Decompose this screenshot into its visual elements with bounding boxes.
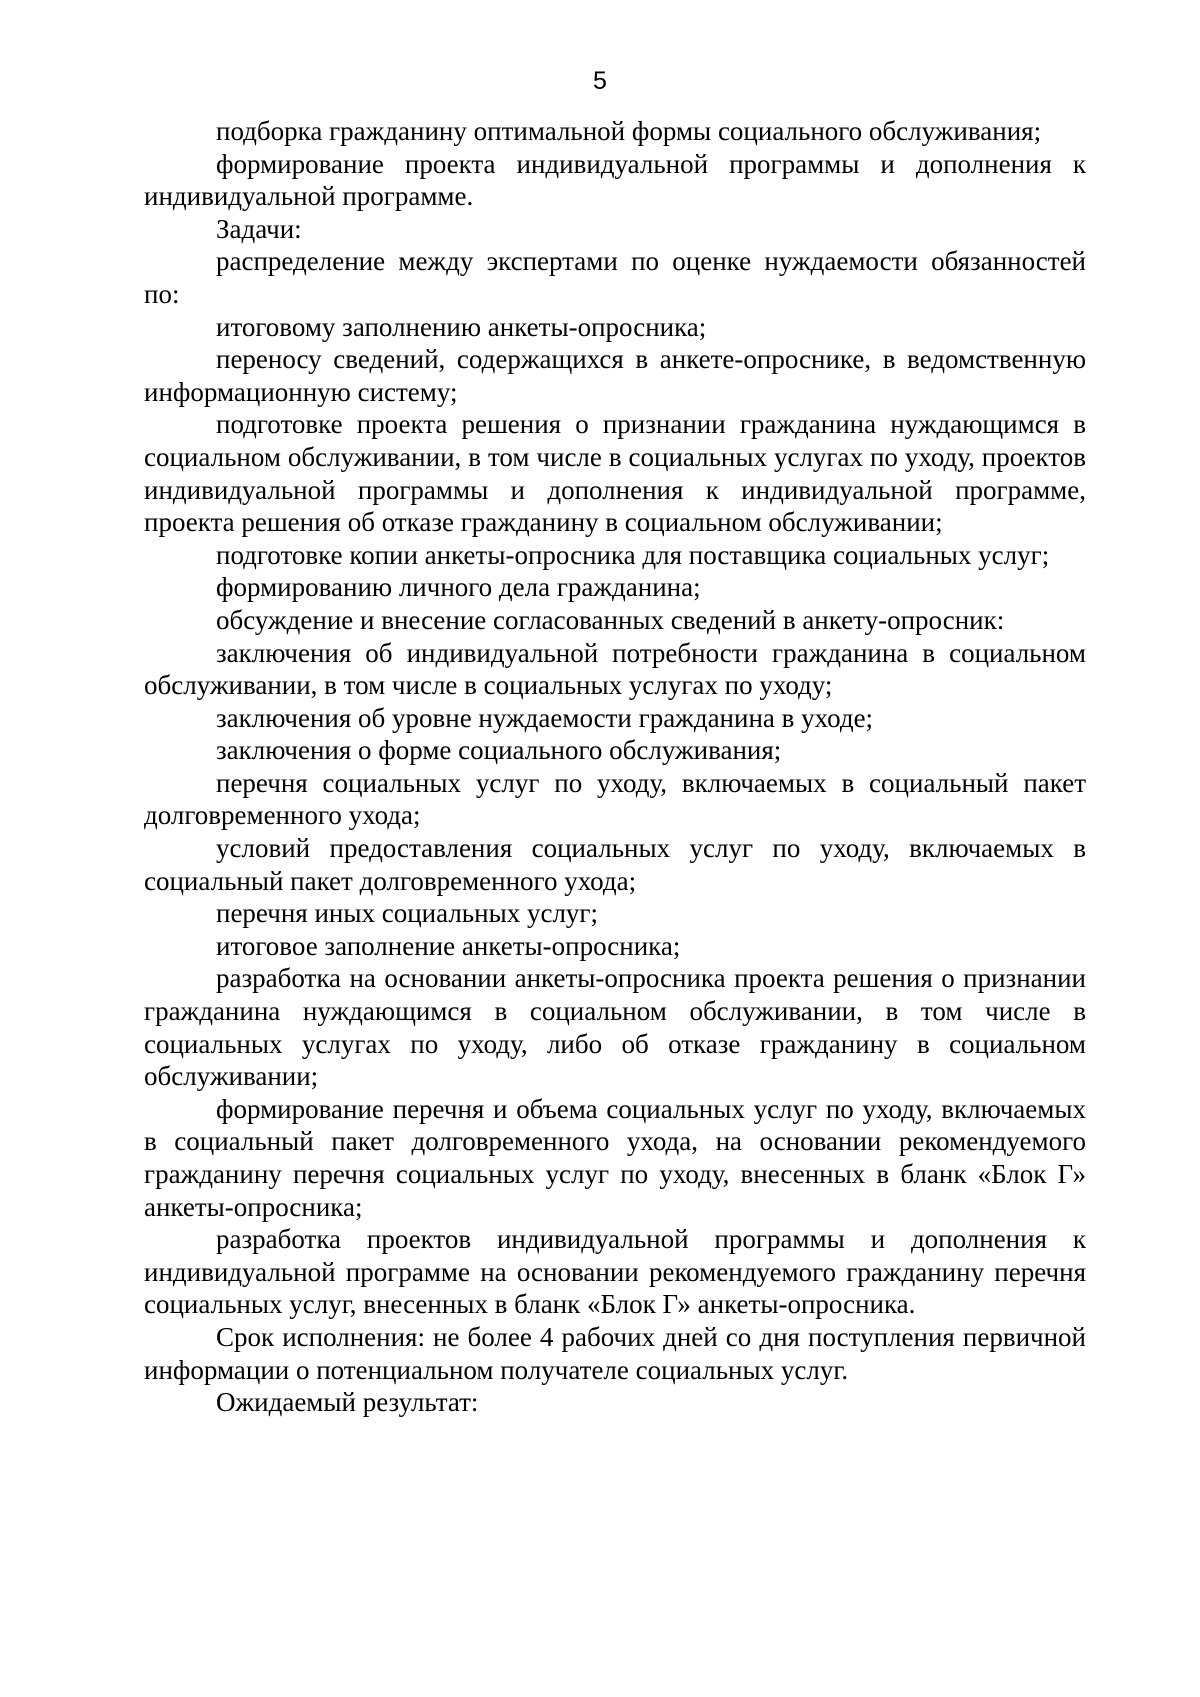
paragraph: формирование проекта индивидуальной программы и дополнения к индивидуальной программе. — [144, 148, 1086, 212]
paragraph: формированию личного дела гражданина; — [216, 572, 701, 603]
paragraph: заключения об уровне нуждаемости гражданина в уходе; — [216, 702, 874, 733]
paragraph: перечня иных социальных услуг; — [216, 898, 598, 929]
paragraph: формирование перечня и объема социальных услуг по уходу, включаемых в социальный пакет долговременного ухода, на основании рекомендуемого гражданину перечня социальных услуг по уходу, внесенных в бланк «Блок Г» анкеты-опросника; — [144, 1093, 1086, 1222]
paragraph: подготовке проекта решения о признании гражданина нуждающимся в социальном обслуживании, в том числе в социальных услугах по уходу, проектов индивидуальной программы и дополнения к индивидуальной программе, проекта решения об отказе гражданину в социальном обслуживании; — [144, 409, 1086, 538]
paragraph: условий предоставления социальных услуг по уходу, включаемых в социальный пакет долговременного ухода; — [144, 833, 1086, 896]
paragraph: заключения о форме социального обслуживания; — [216, 735, 782, 766]
paragraph: обсуждение и внесение согласованных сведений в анкету-опросник: — [216, 604, 1005, 635]
page-number: 5 — [593, 67, 607, 95]
paragraph: перечня социальных услуг по уходу, включаемых в социальный пакет долговременного ухода; — [144, 767, 1086, 831]
paragraph: разработка на основании анкеты-опросника проекта решения о признании гражданина нуждающимся в социальном обслуживании, в том числе в социальных услугах по уходу, либо об отказе гражданину в социальном обслуживании; — [144, 963, 1086, 1092]
paragraph: Задачи: — [216, 213, 302, 244]
paragraph: разработка проектов индивидуальной программы и дополнения к индивидуальной программе на основании рекомендуемого гражданину перечня социальных услуг, внесенных в бланк «Блок Г» анкеты-опросника. — [144, 1224, 1086, 1320]
paragraph: итоговое заполнение анкеты-опросника; — [216, 930, 681, 961]
paragraph: подготовке копии анкеты-опросника для поставщика социальных услуг; — [216, 539, 1050, 570]
paragraph: Ожидаемый результат: — [216, 1387, 479, 1418]
paragraph: переносу сведений, содержащихся в анкете-опроснике, в ведомственную информационную систему; — [144, 344, 1086, 407]
paragraph: подборка гражданину оптимальной формы социального обслуживания; — [216, 116, 1042, 146]
paragraph: распределение между экспертами по оценке нуждаемости обязанностей по: — [144, 246, 1086, 309]
paragraph: Срок исполнения: не более 4 рабочих дней со дня поступления первичной информации о потенциальном получателе социальных услуг. — [144, 1321, 1086, 1385]
paragraph: итоговому заполнению анкеты-опросника; — [216, 311, 707, 342]
paragraph: заключения об индивидуальной потребности гражданина в социальном обслуживании, в том числе в социальных услугах по уходу; — [144, 637, 1086, 701]
document-body — [144, 115, 1086, 1419]
